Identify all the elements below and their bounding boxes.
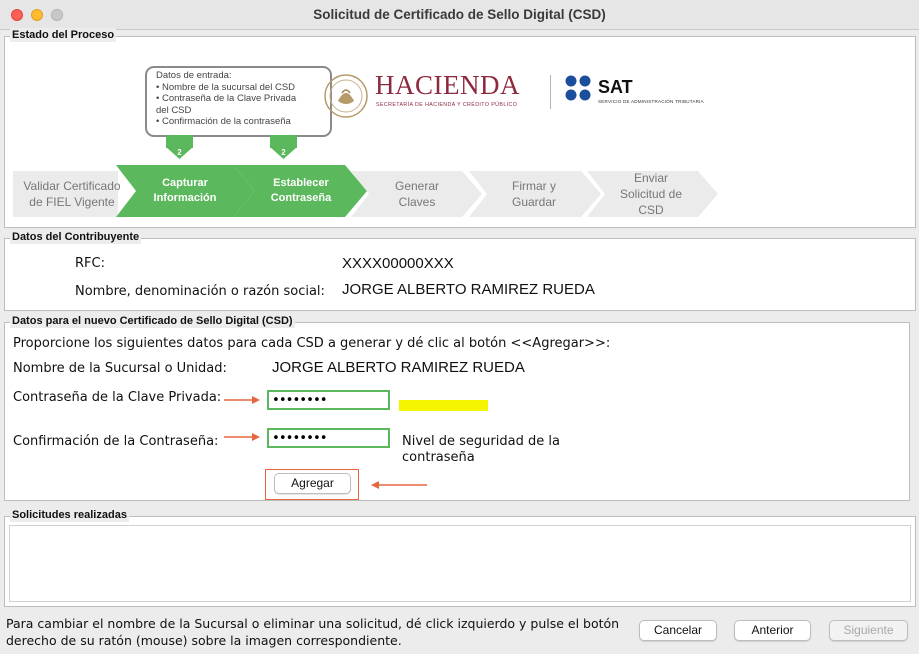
step-marker-number: 2 <box>281 148 286 157</box>
hacienda-logo-text: HACIENDA <box>375 70 520 100</box>
process-status-group <box>4 29 916 228</box>
new-certificate-group <box>4 315 910 501</box>
confirm-password-label: Confirmación de la Contraseña: <box>13 434 219 449</box>
password-label: Contraseña de la Clave Privada: <box>13 390 222 405</box>
requests-group <box>4 509 916 607</box>
step-label-line: Solicitud de <box>619 187 683 201</box>
confirm-password-field[interactable] <box>267 428 390 448</box>
annotation-arrow-icon <box>224 395 260 405</box>
step-sign-label <box>484 178 584 210</box>
sat-logo-subtitle: SERVICIO DE ADMINISTRACIÓN TRIBUTARIA <box>598 99 704 104</box>
callout-line: • Contraseña de la Clave Privada <box>156 93 297 104</box>
step-password-label <box>249 176 353 206</box>
step-label-line: Claves <box>398 195 436 209</box>
step-send-label <box>601 170 701 218</box>
rfc-value: XXXX00000XXX <box>342 255 454 272</box>
group-label: Estado del Proceso <box>12 29 115 41</box>
add-button[interactable]: Agregar <box>274 473 351 494</box>
instructions-text: Proporcione los siguientes datos para cada CSD a generar y dé clic al botón <<Agregar>>: <box>13 336 611 351</box>
group-label: Datos del Contribuyente <box>12 231 140 243</box>
branch-value: JORGE ALBERTO RAMIREZ RUEDA <box>272 359 525 376</box>
step-label-line: Contraseña <box>270 192 332 204</box>
group-label: Datos para el nuevo Certificado de Sello Digital (CSD) <box>12 315 293 327</box>
step-label-line: Generar <box>394 179 440 193</box>
step-label-line: Información <box>153 192 217 204</box>
cancel-button[interactable]: Cancelar <box>639 620 717 641</box>
step-generate-label <box>367 178 467 210</box>
title-bar <box>0 0 919 30</box>
hacienda-logo-subtitle: SECRETARÍA DE HACIENDA Y CRÉDITO PÚBLICO <box>376 102 518 108</box>
requests-list[interactable] <box>9 525 911 602</box>
annotation-arrow-icon <box>371 480 427 490</box>
password-field[interactable] <box>267 390 390 410</box>
sat-logo-text: SAT <box>598 77 633 97</box>
step-capture-label <box>133 176 237 206</box>
callout-heading: Datos de entrada: <box>156 70 232 81</box>
step-label-line: Capturar <box>162 177 208 189</box>
previous-button[interactable]: Anterior <box>734 620 811 641</box>
rfc-label: RFC: <box>75 256 105 271</box>
step-label-line: Validar Certificado <box>23 179 121 193</box>
security-level-label: Nivel de seguridad de la contraseña <box>402 434 560 465</box>
step-label-line: de FIEL Vigente <box>29 195 115 209</box>
name-value: JORGE ALBERTO RAMIREZ RUEDA <box>342 281 595 298</box>
step-label-line: Establecer <box>273 177 329 189</box>
help-text: Para cambiar el nombre de la Sucursal o eliminar una solicitud, dé click izquierdo y pulse el botón derecho de su ratón (mouse) sobre la imagen correspondiente. <box>6 616 620 648</box>
password-strength-meter <box>399 400 488 411</box>
window-title: Solicitud de Certificado de Sello Digital (CSD) <box>313 7 606 22</box>
taxpayer-group <box>4 231 916 311</box>
step-label-line: Guardar <box>511 195 557 209</box>
step-label-line: Firmar y <box>512 179 556 193</box>
callout-line: del CSD <box>156 104 192 116</box>
step-label-line: Enviar <box>633 171 668 185</box>
step-validate-label <box>19 178 125 210</box>
step-marker-number: 2 <box>177 148 182 157</box>
name-label: Nombre, denominación o razón social: <box>75 284 325 299</box>
callout-line: • Nombre de la sucursal del CSD <box>156 81 296 93</box>
branch-label: Nombre de la Sucursal o Unidad: <box>13 361 227 376</box>
next-button[interactable]: Siguiente <box>829 620 908 641</box>
callout-line: • Confirmación de la contraseña <box>156 116 291 127</box>
step-label-line: CSD <box>638 203 664 217</box>
group-label: Solicitudes realizadas <box>12 509 127 521</box>
annotation-arrow-icon <box>224 432 260 442</box>
